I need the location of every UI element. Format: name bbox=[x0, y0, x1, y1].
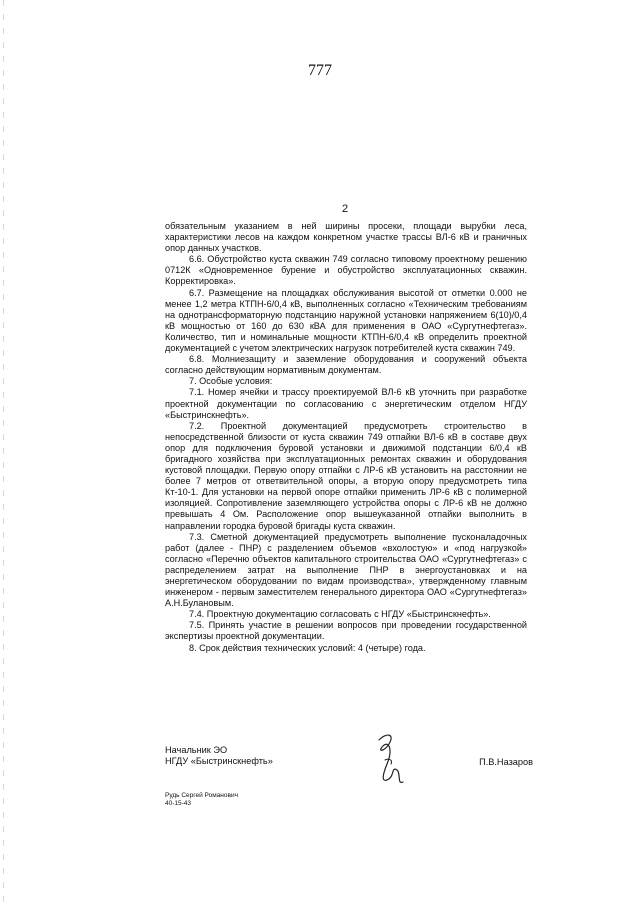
paragraph: 8. Срок действия технических условий: 4 (четыре) года. bbox=[189, 642, 426, 653]
document-body bbox=[165, 221, 527, 654]
signatory-title-line: НГДУ «Быстринскнефть» bbox=[165, 756, 273, 766]
paragraph: 6.6. Обустройство куста скважин 749 согласно типовому проектному решению 0712К «Одновременное бурение и обустройство эксплуатационных скважин. Корректировка». bbox=[165, 254, 527, 287]
signature-block bbox=[165, 745, 533, 825]
executor-phone: 40-15-43 bbox=[165, 800, 192, 807]
page-number: 777 bbox=[308, 62, 332, 79]
handwritten-signature bbox=[365, 730, 415, 796]
paragraph: 7.1. Номер ячейки и трассу проектируемой ВЛ-6 кВ уточнить при разработке проектной документации по согласованию с энергетическим отделом НГДУ «Быстринскнефть». bbox=[165, 387, 527, 420]
paragraph: 7.5. Принять участие в решении вопросов при проведении государственной экспертизы проектной документации. bbox=[165, 620, 527, 642]
paragraph: 6.7. Размещение на площадках обслуживания высотой от отметки 0.000 не менее 1,2 метра КТПН-6/0,4 кВ, выполненных согласно «Техническим требованиям на однотрансформаторную подстанцию наружной установки напряжением 6(10)/0,4 кВ мощностью от 160 до 630 кВА для применения в ОАО «Сургутнефтегаз». Количество, тип и номинальные мощности КТПН-6/0,4 кВ определить проектной документацией с учетом электрических нагрузок потребителей куста скважин 749. bbox=[165, 287, 527, 354]
signatory-title bbox=[165, 745, 273, 767]
paragraph: 7.4. Проектную документацию согласовать с НГДУ «Быстринскнефть». bbox=[189, 609, 491, 620]
paragraph: 7.3. Сметной документацией предусмотреть выполнение пусконаладочных работ (далее - ПНР) с разделением объемов «вхолостую» и «под нагрузкой» согласно «Перечню объектов капитального строительства ОАО «Сургутнефтегаз» с распределением затрат на выполнение ПНР в энергоустановках и на энергетическом оборудовании по видам производства», утвержденному главным инженером - первым заместителем генерального директора ОАО «Сургутнефтегаз» А.Н.Булановым. bbox=[165, 531, 527, 609]
paragraph: 6.8. Молниезащиту и заземление оборудования и сооружений объекта согласно действующим нормативным документам. bbox=[165, 354, 527, 376]
paragraph: обязательным указанием в ней ширины просеки, площади вырубки леса, характеристики лесов на каждом конкретном участке трассы ВЛ-6 кВ и граничных опор данных участков. bbox=[165, 221, 527, 254]
paragraph: 7.2. Проектной документацией предусмотреть строительство в непосредственной близости от куста скважин 749 отпайки ВЛ-6 кВ в составе двух опор для подключения буровой установки и движимой подстанции 6/0,4 кВ бригадного хозяйства при эксплуатационных ремонтах скважин и оборудования кустовой площадки. Первую опору отпайки с ЛР-6 кВ установить на расстоянии не более 7 метров от ответвительной опоры, а вторую опору предусмотреть типа Кт-10-1. Для установки на первой опоре отпайки применить ЛР-6 кВ с полимерной изоляцией. Сопротивление заземляющего устройства опоры с ЛР-6 кВ не должно превышать 4 Ом. Расположение опор вышеуказанной отпайки выполнить в направлении городка буровой бригады куста скважин. bbox=[165, 420, 527, 531]
signatory-name: П.В.Назаров bbox=[479, 757, 533, 767]
sheet-number: 2 bbox=[341, 203, 349, 215]
section-heading: 7. Особые условия: bbox=[189, 376, 273, 387]
executor-name: Рудь Сергей Романович bbox=[165, 792, 238, 799]
executor-info bbox=[165, 792, 238, 808]
scan-edge bbox=[3, 0, 4, 905]
signatory-title-line: Начальник ЭО bbox=[165, 745, 228, 755]
